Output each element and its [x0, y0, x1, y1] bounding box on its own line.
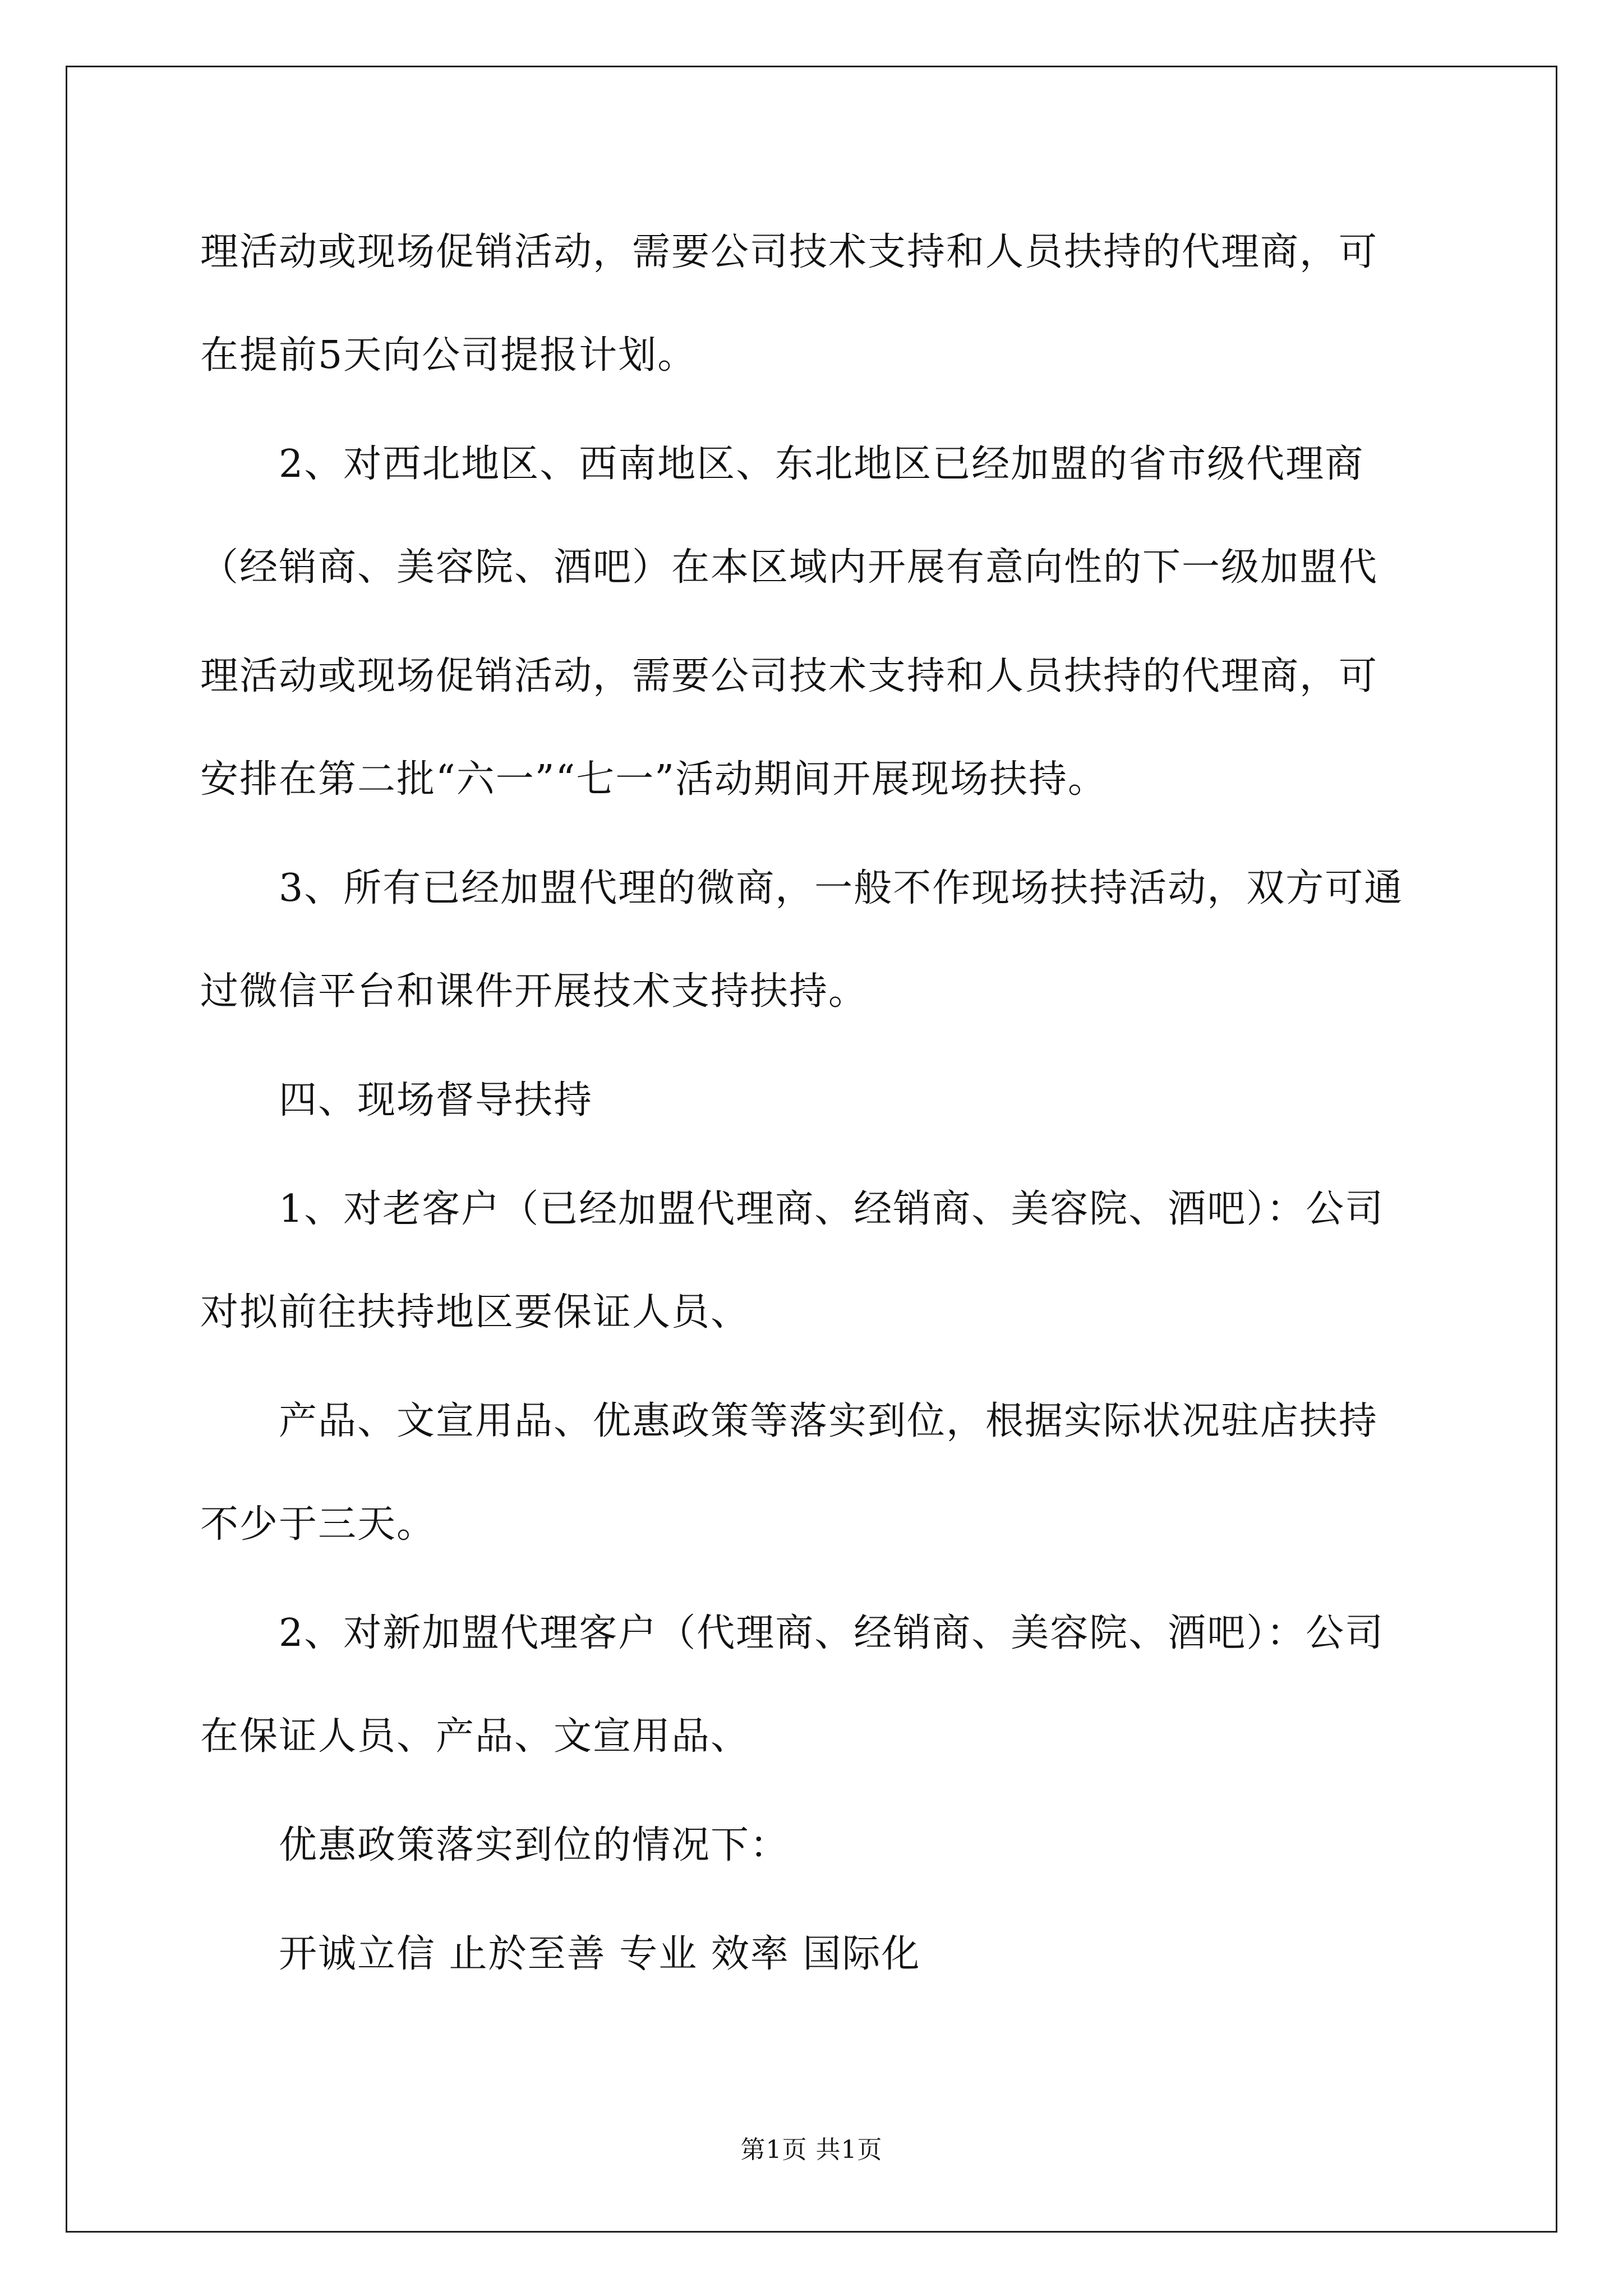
section-heading: 四、现场督导扶持: [279, 1078, 593, 1122]
body-line-3: 2、对西北地区、西南地区、东北地区已经加盟的省市级代理商: [279, 442, 1364, 486]
body-line-15: 在保证人员、产品、文宣用品、: [200, 1714, 750, 1759]
body-line-1: 理活动或现场促销活动，需要公司技术支持和人员扶持的代理商，可: [200, 230, 1378, 274]
body-line-12: 产品、文宣用品、优惠政策等落实到位，根据实际状况驻店扶持: [279, 1399, 1378, 1443]
body-line-2: 在提前5天向公司提报计划。: [200, 333, 697, 378]
body-line-5: 理活动或现场促销活动，需要公司技术支持和人员扶持的代理商，可: [200, 654, 1378, 698]
body-line-14: 2、对新加盟代理客户（代理商、经销商、美容院、酒吧）：公司: [279, 1611, 1385, 1655]
body-line-10: 1、对老客户（已经加盟代理商、经销商、美容院、酒吧）：公司: [279, 1187, 1385, 1231]
body-line-4: （经销商、美容院、酒吧）在本区域内开展有意向性的下一级加盟代: [200, 545, 1378, 590]
page-footer: 第1页 共1页: [740, 2136, 883, 2164]
body-line-11: 对拟前往扶持地区要保证人员、: [200, 1290, 750, 1335]
body-line-13: 不少于三天。: [200, 1502, 436, 1547]
body-line-7: 3、所有已经加盟代理的微商，一般不作现场扶持活动，双方可通: [279, 866, 1404, 910]
body-line-8: 过微信平台和课件开展技术支持扶持。: [200, 969, 868, 1014]
page-border: [66, 66, 1557, 2233]
slogan-line: 开诚立信 止於至善 专业 效率 国际化: [279, 1932, 921, 1976]
body-line-6: 安排在第二批“六一”“七一”活动期间开展现场扶持。: [200, 757, 1108, 802]
body-line-16: 优惠政策落实到位的情况下：: [279, 1823, 790, 1867]
